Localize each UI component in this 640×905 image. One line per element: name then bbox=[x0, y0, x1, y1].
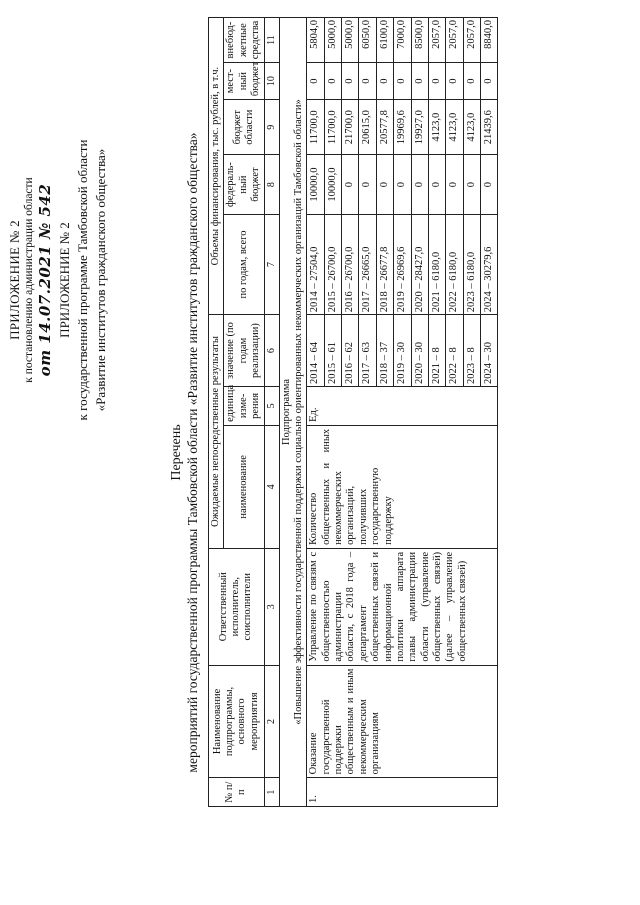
year-value: 2018 – 26677,8 bbox=[377, 215, 394, 314]
appendix-title: ПРИЛОЖЕНИЕ № 2 bbox=[7, 220, 22, 340]
year-value: 2057,0 bbox=[429, 18, 446, 62]
col-number: 7 bbox=[264, 214, 279, 314]
year-value: 2022 – 6180,0 bbox=[446, 215, 463, 314]
year-value: 0 bbox=[394, 63, 411, 99]
year-value: 2014 – 64 bbox=[307, 315, 324, 386]
row-regional bbox=[307, 100, 498, 155]
year-value: 19927,0 bbox=[412, 100, 429, 154]
measures-table bbox=[208, 17, 498, 807]
column-number-row bbox=[264, 18, 279, 807]
col-number: 10 bbox=[264, 63, 279, 100]
year-value: 5000,0 bbox=[325, 18, 342, 62]
year-value: 21439,6 bbox=[483, 110, 494, 145]
col-number: 9 bbox=[264, 100, 279, 155]
year-value: 2019 – 30 bbox=[394, 315, 411, 386]
year-value: 2017 – 26665,0 bbox=[359, 215, 376, 314]
header-executor: Ответственный исполнитель, соисполнители bbox=[209, 548, 265, 665]
year-value: 2057,0 bbox=[464, 18, 481, 62]
subprogram-title: Подпрограмма bbox=[280, 378, 292, 446]
header-fund-federal: федераль-ный бюджет bbox=[224, 155, 264, 214]
year-value: 5000,0 bbox=[342, 18, 359, 62]
year-value: 2021 – 8 bbox=[429, 315, 446, 386]
year-value: 7000,0 bbox=[394, 18, 411, 62]
year-value: 0 bbox=[342, 63, 359, 99]
year-value: 19969,6 bbox=[394, 100, 411, 154]
header-fund-local: мест-ный бюджет bbox=[224, 63, 264, 100]
year-value: 0 bbox=[377, 155, 394, 213]
header-name: Наименование подпрограммы, основного мероприятия bbox=[209, 665, 265, 778]
subprogram-name: «Повышение эффективности государственной поддержки социально ориентированных некоммерческих организаций Тамбовской области» bbox=[292, 99, 304, 725]
year-value: 0 bbox=[394, 155, 411, 213]
header-fund-total: по годам, всего bbox=[224, 214, 264, 314]
header-exp-value: значение (по годам реализации) bbox=[224, 315, 264, 387]
year-value: 2021 – 6180,0 bbox=[429, 215, 446, 314]
year-value: 0 bbox=[483, 78, 494, 84]
col-number: 6 bbox=[264, 315, 279, 387]
year-value: 0 bbox=[412, 155, 429, 213]
header-exp-unit: единица изме-рения bbox=[224, 386, 264, 425]
col-number: 8 bbox=[264, 155, 279, 214]
year-value: 2014 – 27504,0 bbox=[307, 215, 324, 314]
year-value: 0 bbox=[359, 63, 376, 99]
year-value: 2015 – 26700,0 bbox=[325, 215, 342, 314]
year-value: 10000,0 bbox=[307, 155, 324, 213]
year-value: 2016 – 62 bbox=[342, 315, 359, 386]
year-value: 0 bbox=[429, 63, 446, 99]
year-value: 0 bbox=[359, 155, 376, 213]
list-title: Перечень bbox=[169, 424, 184, 481]
year-value: 0 bbox=[412, 63, 429, 99]
header-funding: Объемы финансирования, тыс. рублей, в т.ч. bbox=[209, 18, 224, 315]
year-value: 0 bbox=[377, 63, 394, 99]
year-value: 0 bbox=[307, 63, 324, 99]
year-value: 4123,0 bbox=[446, 100, 463, 154]
col-number: 1 bbox=[264, 778, 279, 807]
year-value: 0 bbox=[464, 155, 481, 213]
table-row bbox=[307, 18, 498, 807]
row-local bbox=[307, 63, 498, 100]
year-value: 2022 – 8 bbox=[446, 315, 463, 386]
year-value: 0 bbox=[342, 155, 359, 213]
appendix2-title: ПРИЛОЖЕНИЕ № 2 bbox=[57, 222, 72, 338]
row-expected-name: Количество общественных и иных некоммерческих организаций, получивших государственную поддержку bbox=[307, 425, 498, 548]
year-value: 2023 – 8 bbox=[464, 315, 481, 386]
header-row bbox=[209, 18, 224, 807]
year-value: 11700,0 bbox=[325, 100, 342, 154]
year-value: 4123,0 bbox=[429, 100, 446, 154]
year-value: 2015 – 61 bbox=[325, 315, 342, 386]
year-value: 2057,0 bbox=[446, 18, 463, 62]
year-value: 2020 – 28427,0 bbox=[412, 215, 429, 314]
subprogram-row bbox=[279, 18, 307, 807]
col-number: 2 bbox=[264, 665, 279, 778]
appendix-date-handwritten: от 14.07.2021 № 542 bbox=[36, 183, 54, 377]
year-value: 5804,0 bbox=[307, 18, 324, 62]
year-value: 0 bbox=[446, 63, 463, 99]
year-value: 0 bbox=[429, 155, 446, 213]
year-value: 10000,0 bbox=[325, 155, 342, 213]
year-value: 8840,0 bbox=[483, 20, 494, 49]
header-exp-name: наименование bbox=[224, 425, 264, 548]
year-value: 0 bbox=[325, 63, 342, 99]
year-value: 6100,0 bbox=[377, 18, 394, 62]
year-value: 0 bbox=[446, 155, 463, 213]
col-number: 11 bbox=[264, 18, 279, 63]
year-value: 2024 – 30 bbox=[483, 341, 494, 384]
year-value: 11700,0 bbox=[307, 100, 324, 154]
year-value: 2019 – 26969,6 bbox=[394, 215, 411, 314]
year-value: 8500,0 bbox=[412, 18, 429, 62]
col-number: 5 bbox=[264, 386, 279, 425]
year-value: 2018 – 37 bbox=[377, 315, 394, 386]
row-values bbox=[307, 315, 498, 387]
year-value: 2023 – 6180,0 bbox=[464, 215, 481, 314]
year-value: 20577,8 bbox=[377, 100, 394, 154]
year-value: 2024 – 30279,6 bbox=[483, 246, 494, 313]
row-totals bbox=[307, 214, 498, 314]
row-executor: Управление по связям с общественностью администрации области, с 2018 года – департамент общественных связей и информационной политики аппарата главы администрации области (управление общественных связей) (далее – управление общественных связей) bbox=[307, 548, 498, 665]
year-value: 20615,0 bbox=[359, 100, 376, 154]
year-value: 2017 – 63 bbox=[359, 315, 376, 386]
appendix-subtitle: к постановлению администрации области bbox=[23, 177, 35, 383]
year-value: 21700,0 bbox=[342, 100, 359, 154]
header-fund-extra: внебюд-жетные средства bbox=[224, 18, 264, 63]
row-federal bbox=[307, 155, 498, 214]
appendix2-subtitle: к государственной программе Тамбовской области bbox=[75, 139, 90, 421]
row-unit: Ед. bbox=[307, 386, 498, 425]
year-value: 0 bbox=[483, 181, 494, 188]
year-value: 4123,0 bbox=[464, 100, 481, 154]
year-value: 2020 – 30 bbox=[412, 315, 429, 386]
header-fund-regional: бюджет области bbox=[224, 100, 264, 155]
row-num: 1. bbox=[307, 778, 498, 807]
row-extra bbox=[307, 18, 498, 63]
subprogram-cell bbox=[279, 18, 307, 807]
year-value: 0 bbox=[464, 63, 481, 99]
list-subtitle: мероприятий государственной программы Тамбовской области «Развитие институтов гражданского общества» bbox=[185, 132, 200, 773]
year-value: 2016 – 26700,0 bbox=[342, 215, 359, 314]
col-number: 4 bbox=[264, 425, 279, 548]
header-expected: Ожидаемые непосредственные результаты bbox=[209, 315, 224, 549]
row-name: Оказание государственной поддержки общественным и иным некоммерческим организациям bbox=[307, 665, 498, 778]
header-num: № п/п bbox=[209, 778, 265, 807]
appendix2-program-name: «Развитие институтов гражданского общества» bbox=[93, 148, 108, 412]
col-number: 3 bbox=[264, 548, 279, 665]
year-value: 6050,0 bbox=[359, 18, 376, 62]
